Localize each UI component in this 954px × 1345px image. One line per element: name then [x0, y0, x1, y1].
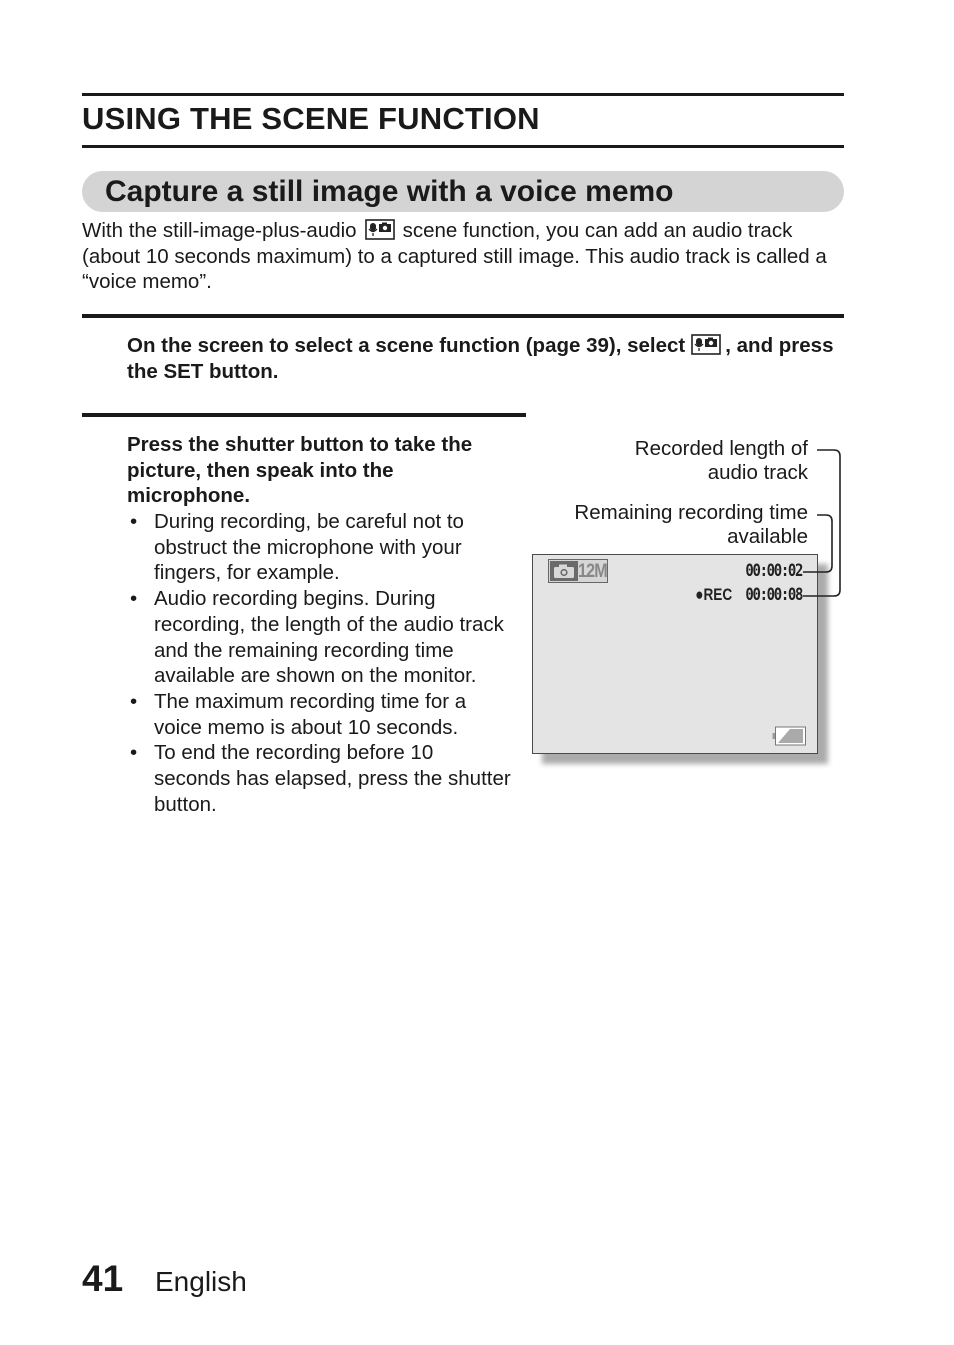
step2-rule	[82, 413, 526, 417]
page-number: 41	[82, 1258, 124, 1299]
bullet-mark: •	[130, 689, 138, 713]
recorded-time-readout: 00:00:02	[745, 561, 802, 581]
section-title: USING THE SCENE FUNCTION	[82, 101, 540, 136]
intro-text-1: With the still-image-plus-audio	[82, 219, 357, 242]
voice-memo-scene-icon	[691, 334, 721, 355]
bullet-mark: •	[130, 510, 138, 533]
rec-indicator: ●REC	[695, 585, 732, 604]
step2-heading: Press the shutter button to take the picture, then speak into the microphone.	[127, 433, 473, 508]
step1-text-1: On the screen to select a scene function (page 39), select	[127, 334, 686, 357]
remaining-time-callout	[574, 501, 808, 548]
subsection-title: Capture a still image with a voice memo	[82, 171, 844, 212]
bullet-text: The maximum recording time for a voice memo is about 10 seconds.	[154, 689, 467, 739]
bullet-text: Audio recording begins. During recording, the length of the audio track and the remaining recording time available are shown on the monitor.	[154, 587, 504, 688]
remaining-time-readout: 00:00:08	[745, 585, 802, 605]
intro-paragraph	[82, 218, 847, 295]
voice-memo-scene-icon	[365, 219, 395, 240]
bullet-text: During recording, be careful not to obstruct the microphone with your fingers, for example.	[154, 510, 464, 585]
list-item	[127, 586, 512, 689]
section-bottom-rule	[82, 145, 844, 148]
list-item	[127, 740, 512, 817]
battery-icon	[772, 726, 806, 746]
recorded-length-callout	[635, 437, 808, 484]
bullet-mark: •	[130, 741, 138, 765]
remaining-time-label: Remaining recording time available	[574, 501, 808, 548]
bullet-mark: •	[130, 587, 138, 611]
intro-text-2: scene function, you can add an audio track (about 10 seconds maximum) to a captured still image. This audio track is called a “voice memo”.	[82, 219, 827, 294]
step2-bullet-list	[127, 509, 512, 817]
bullet-text: To end the recording before 10 seconds has elapsed, press the shutter button.	[154, 741, 511, 816]
step1-instruction	[127, 333, 847, 384]
step1-rule	[82, 314, 844, 318]
section-top-rule	[82, 93, 844, 96]
list-item	[127, 509, 512, 586]
step1-text-2: , and press the SET button.	[127, 334, 834, 383]
camera-monitor-display	[532, 554, 818, 754]
list-item	[127, 689, 512, 740]
resolution-indicator: 12M	[578, 561, 607, 582]
language-label: English	[155, 1266, 247, 1297]
recorded-length-label: Recorded length of audio track	[634, 437, 808, 484]
